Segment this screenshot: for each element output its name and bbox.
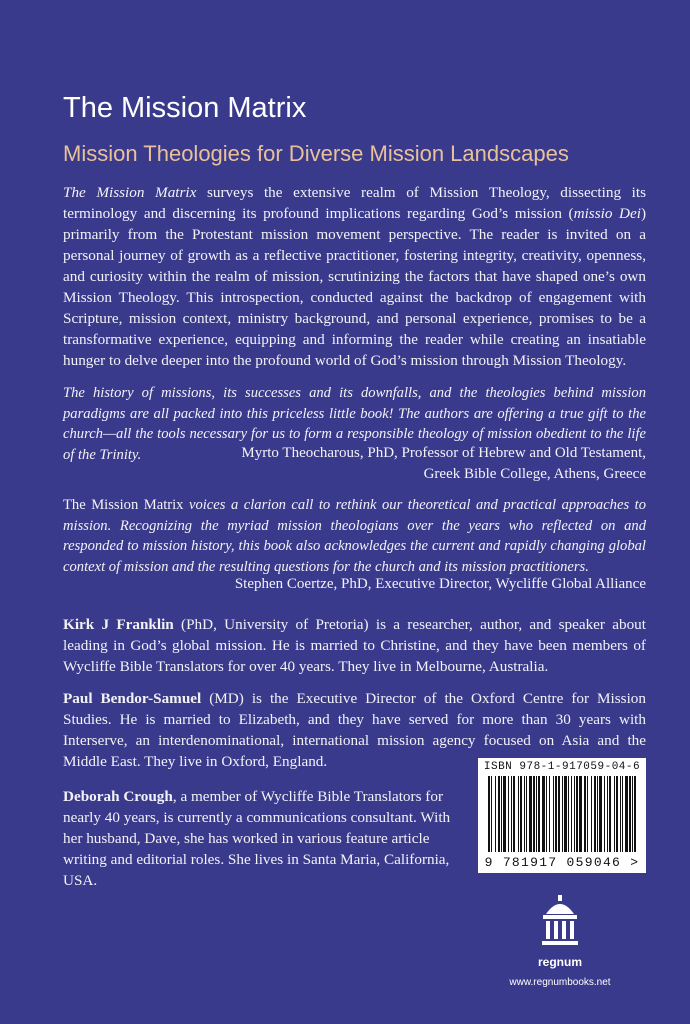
author-bio	[63, 614, 646, 677]
author-bio-text: (PhD, University of Pretoria) is a researcher, author, and speaker about leading in God’s global mission. He is married to Christine, and they have been members of Wycliffe Bible Translators for over 40 years. They live in Melbourne, Australia.	[63, 616, 646, 675]
endorsement-2-book-title: The Mission Matrix	[63, 497, 184, 513]
regnum-logo-icon	[540, 892, 580, 952]
isbn-label: ISBN 978-1-917059-04-6	[483, 761, 641, 773]
author-bio	[63, 786, 453, 891]
attribution-1-line-1: Myrto Theocharous, PhD, Professor of Hebrew and Old Testament,	[241, 445, 646, 461]
blurb-text-b: ) primarily from the Protestant mission movement perspective. The reader is invited on a personal journey of growth as a reflective practitioner, fostering integrity, creativity, openness, and curiosity within the realm of mission, scrutinizing the factors that have shaped one’s own Mission Theology. This introspection, conducted against the backdrop of engagement with Scripture, mission context, ministry background, and personal experience, promises to be a transformative experience, equipping and informing the reader while creating an insatiable hunger to delve deeper into the profound world of God’s mission through Mission Theology.	[63, 205, 647, 369]
endorsement-attribution-2: Stephen Coertze, PhD, Executive Director, Wycliffe Global Alliance	[234, 576, 646, 592]
author-name: Paul Bendor-Samuel	[63, 690, 202, 707]
author-bio-text: , a member of Wycliffe Bible Translators for nearly 40 years, is currently a communications consultant. With her husband, Dave, she has worked in various feature article writing and editorial roles. She lives in Santa Maria, California, USA.	[63, 788, 451, 889]
book-subtitle: Mission Theologies for Diverse Mission Landscapes	[63, 141, 569, 166]
author-name: Kirk J Franklin	[63, 616, 174, 633]
barcode-bars	[488, 776, 636, 852]
author-name: Deborah Crough	[63, 788, 173, 805]
endorsement-attribution-1	[166, 443, 646, 485]
blurb-paragraph	[63, 182, 646, 371]
endorsement-2-text: voices a clarion call to rethink our theoretical and practical approaches to mission. Recognizing the myriad mission theologians over the years who reflected on and responded to mission history, this book also acknowledges the current and rapidly changing global context of mission and the resulting questions for the church and its mission practitioners.	[63, 497, 646, 575]
publisher-url[interactable]: www.regnumbooks.net	[509, 977, 611, 988]
author-bio-text: (MD) is the Executive Director of the Oxford Centre for Mission Studies. He is married to Elizabeth, and they have served for more than 30 years with Interserve, an interdenominational, international mission agency focused on Asia and the Middle East. They live in Oxford, England.	[63, 690, 646, 770]
blurb-book-title: The Mission Matrix	[63, 184, 197, 201]
publisher-name: regnum	[537, 955, 582, 969]
blurb-missio-dei: missio Dei	[573, 205, 641, 222]
isbn-barcode	[478, 758, 646, 873]
attribution-1-line-2: Greek Bible College, Athens, Greece	[423, 466, 646, 482]
endorsement-quote-1: The history of missions, its successes and its downfalls, and the theologies behind mission paradigms are all packed into this priceless little book! The authors are offering a true gift to the church—all the tools necessary for us to form a responsible theology of mission obedient to the life of the Trinity.	[63, 385, 646, 463]
blurb-text-a: surveys the extensive realm of Mission Theology, dissecting its terminology and discerning its profound implications regarding God’s mission (	[63, 184, 646, 222]
endorsement-quote-2	[63, 495, 646, 577]
barcode-digits: 9 781917 059046 >	[484, 855, 640, 870]
book-title: The Mission Matrix	[63, 92, 307, 124]
